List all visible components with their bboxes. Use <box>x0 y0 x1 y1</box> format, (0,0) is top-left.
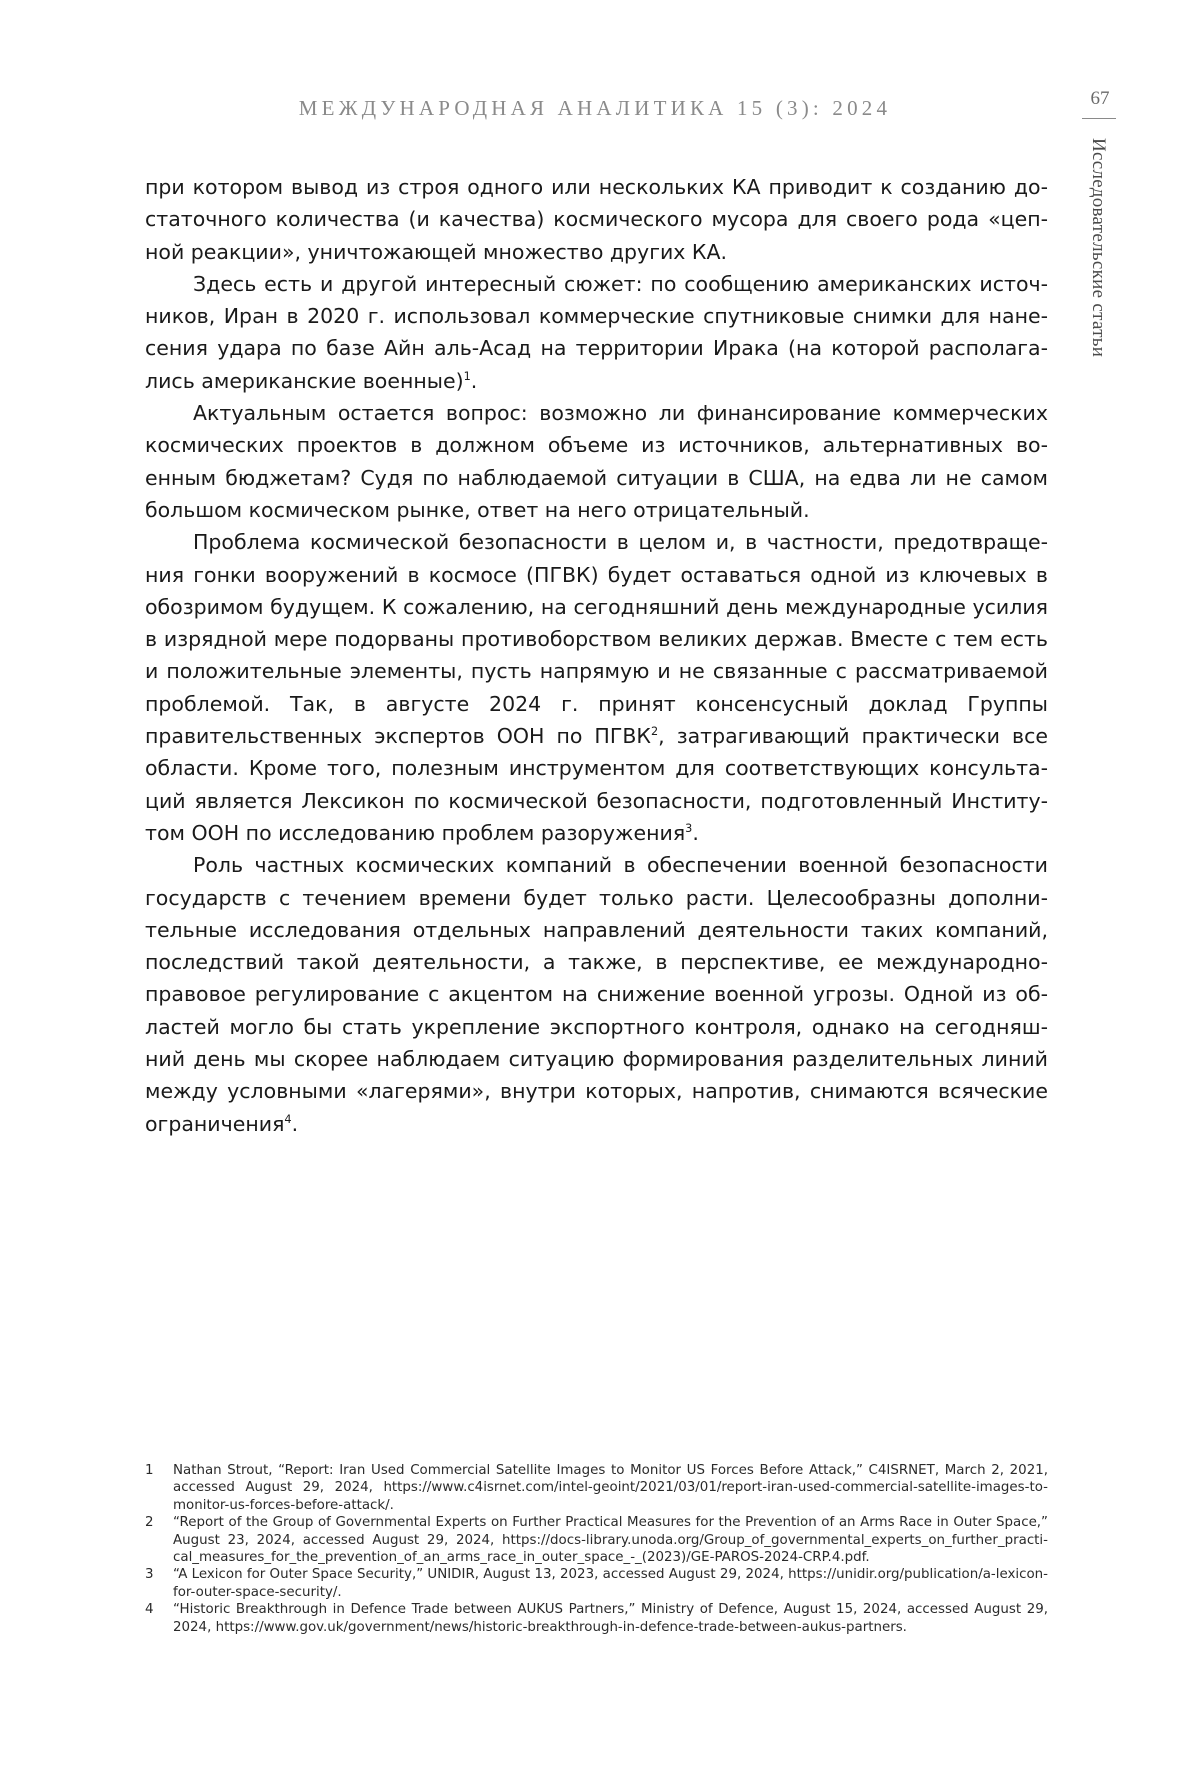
footnote-text: “Historic Breakthrough in Defence Trade between AUKUS Partners,” Ministry of Defence, August 15, 2024, accessed August 29, 2024, https://www.gov.uk/government/news/historic-breakthrough-in-defence-trade-between-aukus-partners. <box>173 1602 1048 1635</box>
header-divider <box>1082 118 1116 119</box>
paragraph-3: Актуальным остается вопрос: возможно ли финансирование коммерческих космических проектов в должном объеме из источников, альтернативных военным бюджетам? Судя по наблюдаемой ситуации в США, на едва ли не самом большом космическом рынке, ответ на него отрицательный. <box>145 401 1048 522</box>
footnote-number: 4 <box>145 1602 154 1618</box>
footnote-ref-3[interactable]: 3 <box>685 822 693 836</box>
paragraph-4: Проблема космической безопасности в целом и, в частности, предотвращения гонки вооружений в космосе (ПГВК) будет оставаться одной из ключевых в обозримом будущем. К сожалению, на сегодняшний день международные усилия в изрядной мере подорваны противоборством великих держав. Вместе с тем есть и положительные элементы, пусть напрямую и не связанные с рассматриваемой проблемой. Так, в августе 2024 г. принят консенсусный доклад Группы правительственных экспертов ООН по ПГВК$^2$, затрагивающий практически все области. Кроме того, полезным инструментом для соответствующих консультаций является Лексикон по космической безопасности, подготовленный Институтом ООН по исследованию проблем разоружения$^3$. <box>145 530 1048 845</box>
footnote-item <box>145 1514 1048 1566</box>
article-body <box>145 171 1048 1140</box>
footnote-ref-1[interactable]: 1 <box>463 369 471 383</box>
paragraph-2: Здесь есть и другой интересный сюжет: по сообщению американских источников, Иран в 2020 г. использовал коммерческие спутниковые снимки для нанесения удара по базе Айн аль-Асад на территории Ирака (на которой располагались американские военные)$^1$. <box>145 271 1048 393</box>
page-number: 67 <box>1090 88 1110 109</box>
footnotes <box>145 1462 1048 1636</box>
footnote-item <box>145 1601 1048 1636</box>
footnote-item <box>145 1462 1048 1514</box>
section-label: Исследовательские статьи <box>1088 138 1109 358</box>
footnote-ref-4[interactable]: 4 <box>284 1112 292 1126</box>
footnote-text: “Report of the Group of Governmental Experts on Further Practical Measures for the Prevention of an Arms Race in Outer Space,” August 23, 2024, accessed August 29, 2024, https://docs-library.unoda.org/Group_of_governmental_experts_on_further_practical_measures_for_the_prevention_of_an_arms_race_in_outer_space_-_(2023)/GE-PAROS-2024-CRP.4.pdf. <box>173 1515 1048 1566</box>
paragraph-1: при котором вывод из строя одного или нескольких КА приводит к созданию достаточного количества (и качества) космического мусора для своего рода «цепной реакции», уничтожающей множество других КА. <box>145 175 1048 264</box>
footnote-number: 1 <box>145 1463 154 1478</box>
footnote-ref-2[interactable]: 2 <box>650 725 659 739</box>
footnote-number: 2 <box>145 1515 154 1531</box>
footnote-text: “A Lexicon for Outer Space Security,” UNIDIR, August 13, 2023, accessed August 29, 2024, https://unidir.org/publication/a-lexicon-for-outer-space-security/. <box>173 1567 1048 1600</box>
footnote-number: 3 <box>145 1567 154 1583</box>
running-title: МЕЖДУНАРОДНАЯ АНАЛИТИКА 15 (3): 2024 <box>298 96 892 120</box>
paragraph-5: Роль частных космических компаний в обеспечении военной безопасности государств с течением времени будет только расти. Целесообразны дополнительные исследования отдельных направлений деятельности таких компаний, последствий такой деятельности, а также, в перспективе, ее международно-правовое регулирование с акцентом на снижение военной угрозы. Одной из областей могло бы стать укрепление экспортного контроля, однако на сегодняшний день мы скорее наблюдаем ситуацию формирования разделительных линий между условными «лагерями», внутри которых, напротив, снимаются всяческие ограничения$^4$. <box>145 853 1048 1136</box>
footnote-item <box>145 1566 1048 1601</box>
footnote-text: Nathan Strout, “Report: Iran Used Commercial Satellite Images to Monitor US Forces Before Attack,” C4ISRNET, March 2, 2021, accessed August 29, 2024, https://www.c4isrnet.com/intel-geoint/2021/03/01/report-iran-used-commercial-satellite-images-to-monitor-us-forces-before-attack/. <box>173 1463 1048 1513</box>
